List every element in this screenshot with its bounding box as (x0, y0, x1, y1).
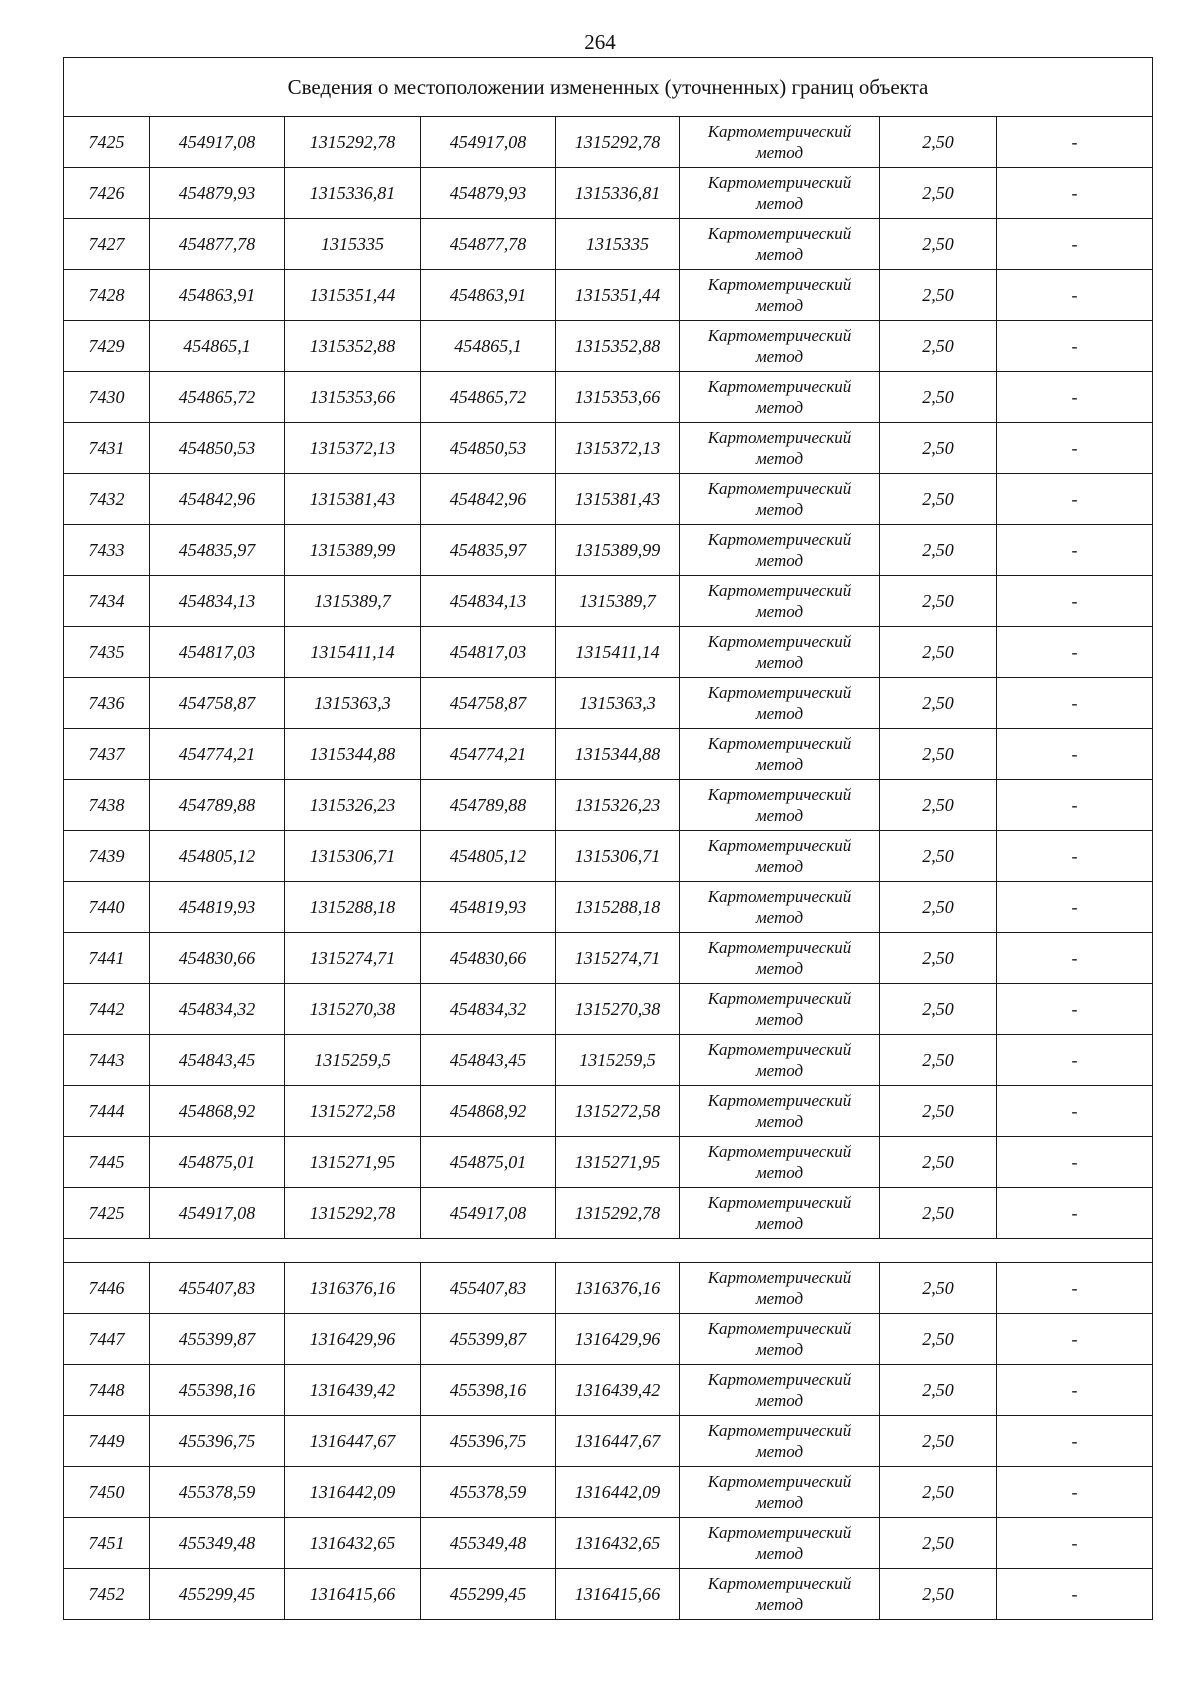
point-number-cell: 7437 (64, 729, 150, 780)
new-x-cell: 455349,48 (421, 1518, 556, 1569)
table-row (64, 219, 1153, 270)
description-cell: - (997, 1035, 1153, 1086)
existing-x-cell: 454835,97 (150, 525, 285, 576)
new-y-cell: 1315271,95 (556, 1137, 680, 1188)
existing-y-cell: 1316439,42 (285, 1365, 421, 1416)
point-number-cell: 7435 (64, 627, 150, 678)
new-y-cell: 1315411,14 (556, 627, 680, 678)
accuracy-cell: 2,50 (880, 1365, 997, 1416)
table-row (64, 1518, 1153, 1569)
existing-y-cell: 1315274,71 (285, 933, 421, 984)
new-y-cell: 1316415,66 (556, 1569, 680, 1620)
existing-y-cell: 1315352,88 (285, 321, 421, 372)
new-x-cell: 454917,08 (421, 1188, 556, 1239)
new-x-cell: 454868,92 (421, 1086, 556, 1137)
existing-y-cell: 1315353,66 (285, 372, 421, 423)
point-number-cell: 7440 (64, 882, 150, 933)
accuracy-cell: 2,50 (880, 1467, 997, 1518)
description-cell: - (997, 1518, 1153, 1569)
table-row (64, 168, 1153, 219)
accuracy-cell: 2,50 (880, 831, 997, 882)
new-y-cell: 1315326,23 (556, 780, 680, 831)
accuracy-cell: 2,50 (880, 933, 997, 984)
table-row (64, 1365, 1153, 1416)
existing-x-cell: 454865,72 (150, 372, 285, 423)
point-number-cell: 7439 (64, 831, 150, 882)
new-x-cell: 455398,16 (421, 1365, 556, 1416)
accuracy-cell: 2,50 (880, 1035, 997, 1086)
existing-x-cell: 454850,53 (150, 423, 285, 474)
existing-y-cell: 1315389,7 (285, 576, 421, 627)
existing-x-cell: 454917,08 (150, 1188, 285, 1239)
new-y-cell: 1315363,3 (556, 678, 680, 729)
existing-x-cell: 454868,92 (150, 1086, 285, 1137)
point-number-cell: 7443 (64, 1035, 150, 1086)
method-cell: Картометрический метод (680, 219, 880, 270)
existing-y-cell: 1315270,38 (285, 984, 421, 1035)
existing-x-cell: 454875,01 (150, 1137, 285, 1188)
method-cell: Картометрический метод (680, 321, 880, 372)
existing-x-cell: 454834,32 (150, 984, 285, 1035)
description-cell: - (997, 525, 1153, 576)
description-cell: - (997, 831, 1153, 882)
description-cell: - (997, 1086, 1153, 1137)
accuracy-cell: 2,50 (880, 321, 997, 372)
description-cell: - (997, 780, 1153, 831)
existing-x-cell: 454842,96 (150, 474, 285, 525)
point-number-cell: 7447 (64, 1314, 150, 1365)
new-x-cell: 454865,72 (421, 372, 556, 423)
table-row (64, 1467, 1153, 1518)
description-cell: - (997, 372, 1153, 423)
point-number-cell: 7448 (64, 1365, 150, 1416)
accuracy-cell: 2,50 (880, 1188, 997, 1239)
existing-y-cell: 1315292,78 (285, 117, 421, 168)
point-number-cell: 7445 (64, 1137, 150, 1188)
accuracy-cell: 2,50 (880, 1416, 997, 1467)
new-x-cell: 454917,08 (421, 117, 556, 168)
new-x-cell: 454774,21 (421, 729, 556, 780)
new-y-cell: 1315292,78 (556, 117, 680, 168)
existing-y-cell: 1315288,18 (285, 882, 421, 933)
table-row (64, 1263, 1153, 1314)
existing-y-cell: 1316432,65 (285, 1518, 421, 1569)
accuracy-cell: 2,50 (880, 1263, 997, 1314)
point-number-cell: 7428 (64, 270, 150, 321)
new-y-cell: 1315335 (556, 219, 680, 270)
table-row (64, 576, 1153, 627)
method-cell: Картометрический метод (680, 627, 880, 678)
accuracy-cell: 2,50 (880, 219, 997, 270)
description-cell: - (997, 219, 1153, 270)
description-cell: - (997, 1188, 1153, 1239)
method-cell: Картометрический метод (680, 270, 880, 321)
existing-y-cell: 1315259,5 (285, 1035, 421, 1086)
new-y-cell: 1315272,58 (556, 1086, 680, 1137)
existing-y-cell: 1315306,71 (285, 831, 421, 882)
existing-y-cell: 1315351,44 (285, 270, 421, 321)
existing-x-cell: 455398,16 (150, 1365, 285, 1416)
new-x-cell: 455399,87 (421, 1314, 556, 1365)
accuracy-cell: 2,50 (880, 627, 997, 678)
new-x-cell: 454834,13 (421, 576, 556, 627)
accuracy-cell: 2,50 (880, 1086, 997, 1137)
new-y-cell: 1315336,81 (556, 168, 680, 219)
existing-x-cell: 454877,78 (150, 219, 285, 270)
description-cell: - (997, 1365, 1153, 1416)
method-cell: Картометрический метод (680, 372, 880, 423)
new-y-cell: 1315288,18 (556, 882, 680, 933)
method-cell: Картометрический метод (680, 1263, 880, 1314)
existing-y-cell: 1316442,09 (285, 1467, 421, 1518)
method-cell: Картометрический метод (680, 1569, 880, 1620)
point-number-cell: 7442 (64, 984, 150, 1035)
point-number-cell: 7429 (64, 321, 150, 372)
existing-x-cell: 454817,03 (150, 627, 285, 678)
description-cell: - (997, 474, 1153, 525)
point-number-cell: 7441 (64, 933, 150, 984)
section-separator-row (64, 1239, 1153, 1263)
method-cell: Картометрический метод (680, 474, 880, 525)
method-cell: Картометрический метод (680, 678, 880, 729)
accuracy-cell: 2,50 (880, 576, 997, 627)
new-x-cell: 454830,66 (421, 933, 556, 984)
description-cell: - (997, 678, 1153, 729)
new-x-cell: 454843,45 (421, 1035, 556, 1086)
existing-x-cell: 454865,1 (150, 321, 285, 372)
point-number-cell: 7432 (64, 474, 150, 525)
description-cell: - (997, 882, 1153, 933)
boundary-coordinates-table (63, 57, 1153, 1620)
description-cell: - (997, 627, 1153, 678)
existing-y-cell: 1315336,81 (285, 168, 421, 219)
table-row (64, 729, 1153, 780)
point-number-cell: 7436 (64, 678, 150, 729)
method-cell: Картометрический метод (680, 933, 880, 984)
description-cell: - (997, 1467, 1153, 1518)
description-cell: - (997, 168, 1153, 219)
table-row (64, 984, 1153, 1035)
existing-y-cell: 1315372,13 (285, 423, 421, 474)
existing-y-cell: 1315363,3 (285, 678, 421, 729)
existing-x-cell: 454774,21 (150, 729, 285, 780)
accuracy-cell: 2,50 (880, 1137, 997, 1188)
new-y-cell: 1315389,7 (556, 576, 680, 627)
description-cell: - (997, 933, 1153, 984)
table-row (64, 780, 1153, 831)
table-row (64, 1416, 1153, 1467)
existing-y-cell: 1315335 (285, 219, 421, 270)
method-cell: Картометрический метод (680, 780, 880, 831)
existing-y-cell: 1316429,96 (285, 1314, 421, 1365)
method-cell: Картометрический метод (680, 984, 880, 1035)
new-x-cell: 454842,96 (421, 474, 556, 525)
new-y-cell: 1315353,66 (556, 372, 680, 423)
new-x-cell: 454865,1 (421, 321, 556, 372)
point-number-cell: 7430 (64, 372, 150, 423)
accuracy-cell: 2,50 (880, 984, 997, 1035)
description-cell: - (997, 1263, 1153, 1314)
new-y-cell: 1315292,78 (556, 1188, 680, 1239)
section-separator-cell (64, 1239, 1153, 1263)
point-number-cell: 7433 (64, 525, 150, 576)
method-cell: Картометрический метод (680, 1188, 880, 1239)
existing-x-cell: 454830,66 (150, 933, 285, 984)
description-cell: - (997, 729, 1153, 780)
new-x-cell: 454877,78 (421, 219, 556, 270)
existing-x-cell: 455399,87 (150, 1314, 285, 1365)
existing-x-cell: 455378,59 (150, 1467, 285, 1518)
new-y-cell: 1315344,88 (556, 729, 680, 780)
new-y-cell: 1315351,44 (556, 270, 680, 321)
method-cell: Картометрический метод (680, 423, 880, 474)
table-row (64, 1086, 1153, 1137)
new-x-cell: 454850,53 (421, 423, 556, 474)
new-x-cell: 455407,83 (421, 1263, 556, 1314)
accuracy-cell: 2,50 (880, 168, 997, 219)
method-cell: Картометрический метод (680, 168, 880, 219)
new-y-cell: 1316432,65 (556, 1518, 680, 1569)
new-x-cell: 454758,87 (421, 678, 556, 729)
point-number-cell: 7425 (64, 1188, 150, 1239)
existing-x-cell: 454843,45 (150, 1035, 285, 1086)
existing-x-cell: 454879,93 (150, 168, 285, 219)
point-number-cell: 7434 (64, 576, 150, 627)
method-cell: Картометрический метод (680, 1086, 880, 1137)
existing-y-cell: 1315411,14 (285, 627, 421, 678)
page-number: 264 (584, 30, 616, 54)
accuracy-cell: 2,50 (880, 117, 997, 168)
point-number-cell: 7452 (64, 1569, 150, 1620)
existing-x-cell: 454805,12 (150, 831, 285, 882)
new-x-cell: 454817,03 (421, 627, 556, 678)
point-number-cell: 7449 (64, 1416, 150, 1467)
new-x-cell: 454863,91 (421, 270, 556, 321)
new-x-cell: 454805,12 (421, 831, 556, 882)
accuracy-cell: 2,50 (880, 1314, 997, 1365)
table-header-row (64, 58, 1153, 117)
accuracy-cell: 2,50 (880, 882, 997, 933)
existing-y-cell: 1315389,99 (285, 525, 421, 576)
accuracy-cell: 2,50 (880, 1518, 997, 1569)
existing-x-cell: 455407,83 (150, 1263, 285, 1314)
table-row (64, 678, 1153, 729)
accuracy-cell: 2,50 (880, 372, 997, 423)
new-y-cell: 1315352,88 (556, 321, 680, 372)
description-cell: - (997, 984, 1153, 1035)
new-x-cell: 454834,32 (421, 984, 556, 1035)
accuracy-cell: 2,50 (880, 1569, 997, 1620)
new-y-cell: 1316447,67 (556, 1416, 680, 1467)
description-cell: - (997, 576, 1153, 627)
point-number-cell: 7425 (64, 117, 150, 168)
method-cell: Картометрический метод (680, 1467, 880, 1518)
new-x-cell: 455299,45 (421, 1569, 556, 1620)
table-row (64, 372, 1153, 423)
table-row (64, 270, 1153, 321)
existing-x-cell: 454917,08 (150, 117, 285, 168)
existing-x-cell: 455396,75 (150, 1416, 285, 1467)
new-x-cell: 454879,93 (421, 168, 556, 219)
table-row (64, 627, 1153, 678)
table-row (64, 831, 1153, 882)
accuracy-cell: 2,50 (880, 780, 997, 831)
existing-x-cell: 454789,88 (150, 780, 285, 831)
table-row (64, 423, 1153, 474)
table-row (64, 525, 1153, 576)
description-cell: - (997, 117, 1153, 168)
existing-y-cell: 1316447,67 (285, 1416, 421, 1467)
new-x-cell: 454835,97 (421, 525, 556, 576)
accuracy-cell: 2,50 (880, 474, 997, 525)
new-y-cell: 1316442,09 (556, 1467, 680, 1518)
new-x-cell: 455396,75 (421, 1416, 556, 1467)
point-number-cell: 7427 (64, 219, 150, 270)
description-cell: - (997, 270, 1153, 321)
method-cell: Картометрический метод (680, 1314, 880, 1365)
table-body (64, 58, 1153, 1620)
table-title: Сведения о местоположении измененных (уточненных) границ объекта (64, 58, 1153, 117)
existing-y-cell: 1316415,66 (285, 1569, 421, 1620)
existing-y-cell: 1315272,58 (285, 1086, 421, 1137)
description-cell: - (997, 423, 1153, 474)
table-row (64, 1137, 1153, 1188)
new-y-cell: 1315306,71 (556, 831, 680, 882)
existing-y-cell: 1315271,95 (285, 1137, 421, 1188)
description-cell: - (997, 1416, 1153, 1467)
accuracy-cell: 2,50 (880, 423, 997, 474)
point-number-cell: 7450 (64, 1467, 150, 1518)
point-number-cell: 7451 (64, 1518, 150, 1569)
accuracy-cell: 2,50 (880, 729, 997, 780)
table-row (64, 1035, 1153, 1086)
new-y-cell: 1315389,99 (556, 525, 680, 576)
existing-x-cell: 454863,91 (150, 270, 285, 321)
existing-y-cell: 1315292,78 (285, 1188, 421, 1239)
new-x-cell: 455378,59 (421, 1467, 556, 1518)
method-cell: Картометрический метод (680, 1365, 880, 1416)
accuracy-cell: 2,50 (880, 525, 997, 576)
point-number-cell: 7438 (64, 780, 150, 831)
new-y-cell: 1315274,71 (556, 933, 680, 984)
new-y-cell: 1316429,96 (556, 1314, 680, 1365)
new-x-cell: 454875,01 (421, 1137, 556, 1188)
method-cell: Картометрический метод (680, 117, 880, 168)
table-row (64, 1314, 1153, 1365)
table-row (64, 1188, 1153, 1239)
existing-x-cell: 455299,45 (150, 1569, 285, 1620)
method-cell: Картометрический метод (680, 1035, 880, 1086)
method-cell: Картометрический метод (680, 882, 880, 933)
method-cell: Картометрический метод (680, 1137, 880, 1188)
method-cell: Картометрический метод (680, 1518, 880, 1569)
description-cell: - (997, 321, 1153, 372)
method-cell: Картометрический метод (680, 831, 880, 882)
existing-y-cell: 1316376,16 (285, 1263, 421, 1314)
existing-y-cell: 1315344,88 (285, 729, 421, 780)
new-y-cell: 1316376,16 (556, 1263, 680, 1314)
accuracy-cell: 2,50 (880, 270, 997, 321)
new-y-cell: 1315372,13 (556, 423, 680, 474)
table-row (64, 321, 1153, 372)
method-cell: Картометрический метод (680, 729, 880, 780)
point-number-cell: 7446 (64, 1263, 150, 1314)
new-y-cell: 1315270,38 (556, 984, 680, 1035)
description-cell: - (997, 1137, 1153, 1188)
point-number-cell: 7431 (64, 423, 150, 474)
table-row (64, 882, 1153, 933)
accuracy-cell: 2,50 (880, 678, 997, 729)
new-x-cell: 454819,93 (421, 882, 556, 933)
method-cell: Картометрический метод (680, 1416, 880, 1467)
existing-x-cell: 454834,13 (150, 576, 285, 627)
new-x-cell: 454789,88 (421, 780, 556, 831)
existing-x-cell: 454758,87 (150, 678, 285, 729)
existing-y-cell: 1315326,23 (285, 780, 421, 831)
new-y-cell: 1315259,5 (556, 1035, 680, 1086)
table-row (64, 1569, 1153, 1620)
existing-x-cell: 454819,93 (150, 882, 285, 933)
new-y-cell: 1315381,43 (556, 474, 680, 525)
table-row (64, 117, 1153, 168)
table-row (64, 474, 1153, 525)
point-number-cell: 7444 (64, 1086, 150, 1137)
table-row (64, 933, 1153, 984)
description-cell: - (997, 1569, 1153, 1620)
method-cell: Картометрический метод (680, 576, 880, 627)
existing-y-cell: 1315381,43 (285, 474, 421, 525)
existing-x-cell: 455349,48 (150, 1518, 285, 1569)
description-cell: - (997, 1314, 1153, 1365)
new-y-cell: 1316439,42 (556, 1365, 680, 1416)
method-cell: Картометрический метод (680, 525, 880, 576)
point-number-cell: 7426 (64, 168, 150, 219)
